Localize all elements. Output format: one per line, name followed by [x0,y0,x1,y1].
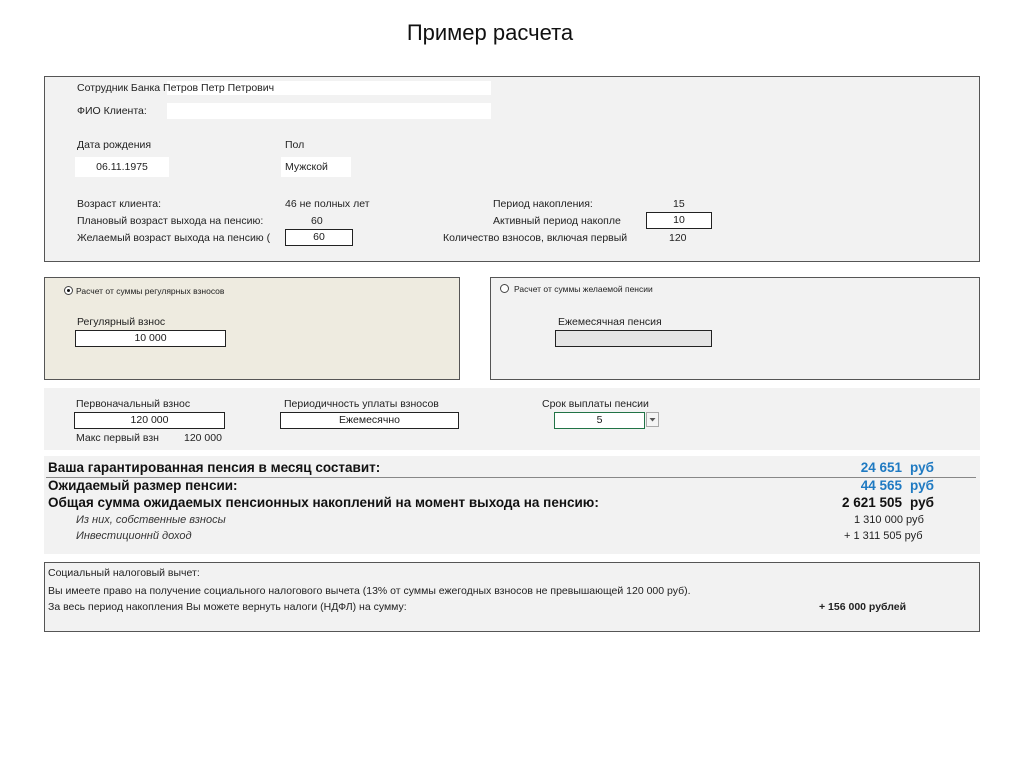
employee-label: Сотрудник Банка Петров Петр Петрович [77,82,275,94]
guaranteed-pension-currency: руб [910,460,934,475]
own-contributions-value: 1 310 000 руб [854,514,924,526]
payout-term-label: Срок выплаты пенсии [542,398,649,410]
regular-contribution-radio[interactable] [64,286,73,295]
desired-pension-panel [490,277,980,380]
results-panel [44,456,980,554]
regular-contribution-radio-label: Расчет от суммы регулярных взносов [76,286,225,296]
regular-contribution-input[interactable]: 10 000 [75,330,226,347]
initial-contribution-label: Первоначальный взнос [76,398,191,410]
contributions-count-label: Количество взносов, включая первый [443,232,628,244]
active-period-input[interactable]: 10 [646,212,712,229]
regular-contribution-label: Регулярный взнос [77,316,166,328]
fio-field[interactable] [167,103,491,119]
tax-deduction-text: Вы имеете право на получение социального налогового вычета (13% от суммы ежегодных взносов не превышающей 120 000 руб). [48,585,691,597]
initial-contribution-input[interactable]: 120 000 [74,412,225,429]
client-age-label: Возраст клиента: [77,198,161,210]
gender-label: Пол [285,139,305,151]
birth-date-label: Дата рождения [77,139,152,151]
gender-field[interactable]: Мужской [281,157,351,177]
total-savings-currency: руб [910,495,934,510]
total-savings-value: 2 621 505 [841,495,902,510]
tax-deduction-heading: Социальный налоговый вычет: [48,567,200,579]
regular-contribution-panel [44,277,460,380]
total-savings-label: Общая сумма ожидаемых пенсионных накоплений на момент выхода на пенсию: [48,495,599,510]
active-period-label: Активный период накопле [493,215,621,227]
desired-pension-radio-label: Расчет от суммы желаемой пенсии [514,284,653,294]
birth-date-field[interactable]: 06.11.1975 [75,157,169,177]
guaranteed-pension-value: 24 651 [860,460,902,475]
parameters-panel [44,388,980,450]
own-contributions-label: Из них, собственные взносы [76,514,226,526]
desired-age-input[interactable]: 60 [285,229,353,246]
accumulation-period-label: Период накопления: [493,198,593,210]
accumulation-period-value: 15 [673,198,685,210]
planned-age-value: 60 [311,215,323,227]
expected-pension-label: Ожидаемый размер пенсии: [48,478,238,493]
max-first-contribution-label: Макс первый взн [76,432,159,444]
desired-pension-radio[interactable] [500,284,509,293]
dropdown-arrow-icon[interactable] [646,412,659,427]
tax-deduction-panel [44,562,980,632]
fio-label: ФИО Клиента: [77,105,147,117]
planned-age-label: Плановый возраст выхода на пенсию: [77,215,264,227]
payout-term-select[interactable]: 5 [554,412,645,429]
client-age-value: 46 не полных лет [285,198,370,210]
monthly-pension-input[interactable] [555,330,712,347]
tax-refund-text: За весь период накопления Вы можете вернуть налоги (НДФЛ) на сумму: [48,601,407,613]
investment-income-value: + 1 311 505 руб [844,530,923,542]
expected-pension-value: 44 565 [860,478,902,493]
desired-age-label: Желаемый возраст выхода на пенсию ( [77,232,271,244]
monthly-pension-label: Ежемесячная пенсия [558,316,662,328]
guaranteed-pension-label: Ваша гарантированная пенсия в месяц составит: [48,460,381,475]
tax-refund-amount: + 156 000 рублей [819,601,907,613]
slide-title: Пример расчета [406,20,574,45]
contributions-count-value: 120 [669,232,687,244]
expected-pension-currency: руб [910,478,934,493]
periodicity-select[interactable]: Ежемесячно [280,412,459,429]
max-first-contribution-value: 120 000 [184,432,222,444]
investment-income-label: Инвестиционнй доход [76,530,192,542]
client-info-panel [44,76,980,262]
periodicity-label: Периодичность уплаты взносов [284,398,439,410]
